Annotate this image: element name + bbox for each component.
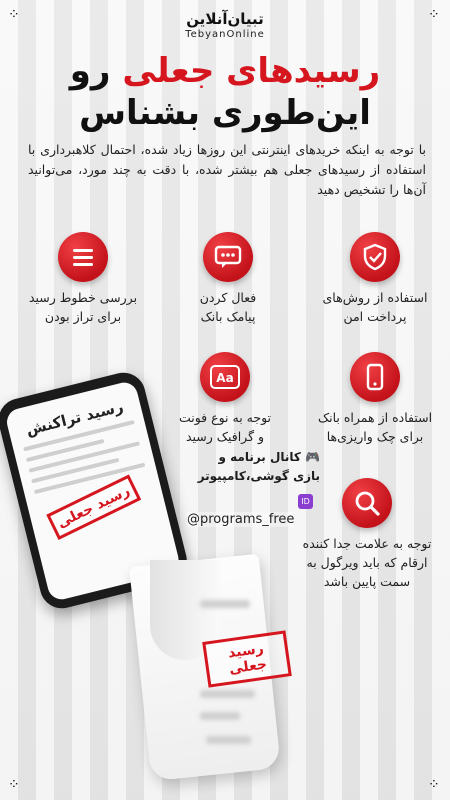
feature-label: استفاده از همراه بانک برای چک واریزی‌ها: [317, 410, 433, 444]
feature-secure-payment: [300, 232, 450, 326]
feature-mobile-bank: [300, 352, 450, 446]
title-line-2: این‌طوری بشناس: [79, 93, 371, 133]
title-line-1: [0, 50, 450, 92]
message-icon: [203, 232, 253, 282]
font-icon: [200, 352, 250, 402]
corner-ornament-top-left: ⁘: [8, 7, 20, 23]
intro-paragraph: با توجه به اینکه خریدهای اینترنتی این روزها زیاد شده، احتمال کلاهبرداری با استفاده از رسیدهای جعلی هم بیشتر شده، با دقت به چند مورد، می‌توانید آن‌ها را تشخیص دهید: [28, 142, 426, 197]
title-highlight: رسیدهای جعلی: [122, 51, 381, 91]
mobile-icon: [350, 352, 400, 402]
feature-label: استفاده از روش‌های پرداخت امن: [322, 290, 428, 324]
feature-label: فعال کردن پیامک بانک: [199, 290, 257, 324]
channel-promo: [180, 448, 320, 486]
id-badge: ID: [298, 494, 313, 509]
receipt-title: رسید تراکنش: [24, 397, 126, 439]
brand-name-fa: تبیان‌آنلاین: [186, 10, 264, 28]
corner-ornament-bottom-left: ⁘: [8, 777, 20, 793]
feature-label: توجه به علامت جدا کننده ارقام که باید ویرگول به سمت پایین باشد: [302, 536, 432, 589]
brand-logo: [0, 7, 450, 40]
channel-promo-line-1: 🎮 کانال برنامه و: [218, 450, 320, 464]
feature-label: بررسی خطوط رسید برای تراز بودن: [28, 290, 138, 324]
magnifier-icon: [342, 478, 392, 528]
blurred-text: [200, 600, 250, 608]
feature-font-graphics: [150, 352, 300, 446]
corner-ornament-top-right: ⁘: [428, 7, 440, 23]
feature-bank-sms: [153, 232, 303, 326]
title-suffix: رو: [69, 51, 111, 91]
channel-promo-line-2: بازی گوشی،کامپیوتر: [197, 469, 320, 483]
lines-icon: [58, 232, 108, 282]
blurred-text: [200, 690, 255, 698]
svg-text:Aa: Aa: [216, 371, 234, 385]
blurred-text: [206, 736, 251, 744]
fake-receipt-stamp: رسید جعلی: [46, 474, 141, 539]
brand-name-en: TebyanOnline: [185, 29, 265, 40]
feature-label: توجه به نوع فونت و گرافیک رسید: [178, 410, 272, 444]
corner-ornament-bottom-right: ⁘: [428, 777, 440, 793]
fake-receipt-stamp-paper: رسید جعلی: [202, 630, 292, 687]
shield-check-icon: [350, 232, 400, 282]
blurred-text: [200, 712, 240, 720]
feature-receipt-lines: [8, 232, 158, 326]
channel-handle-link[interactable]: @programs_free: [187, 512, 295, 527]
